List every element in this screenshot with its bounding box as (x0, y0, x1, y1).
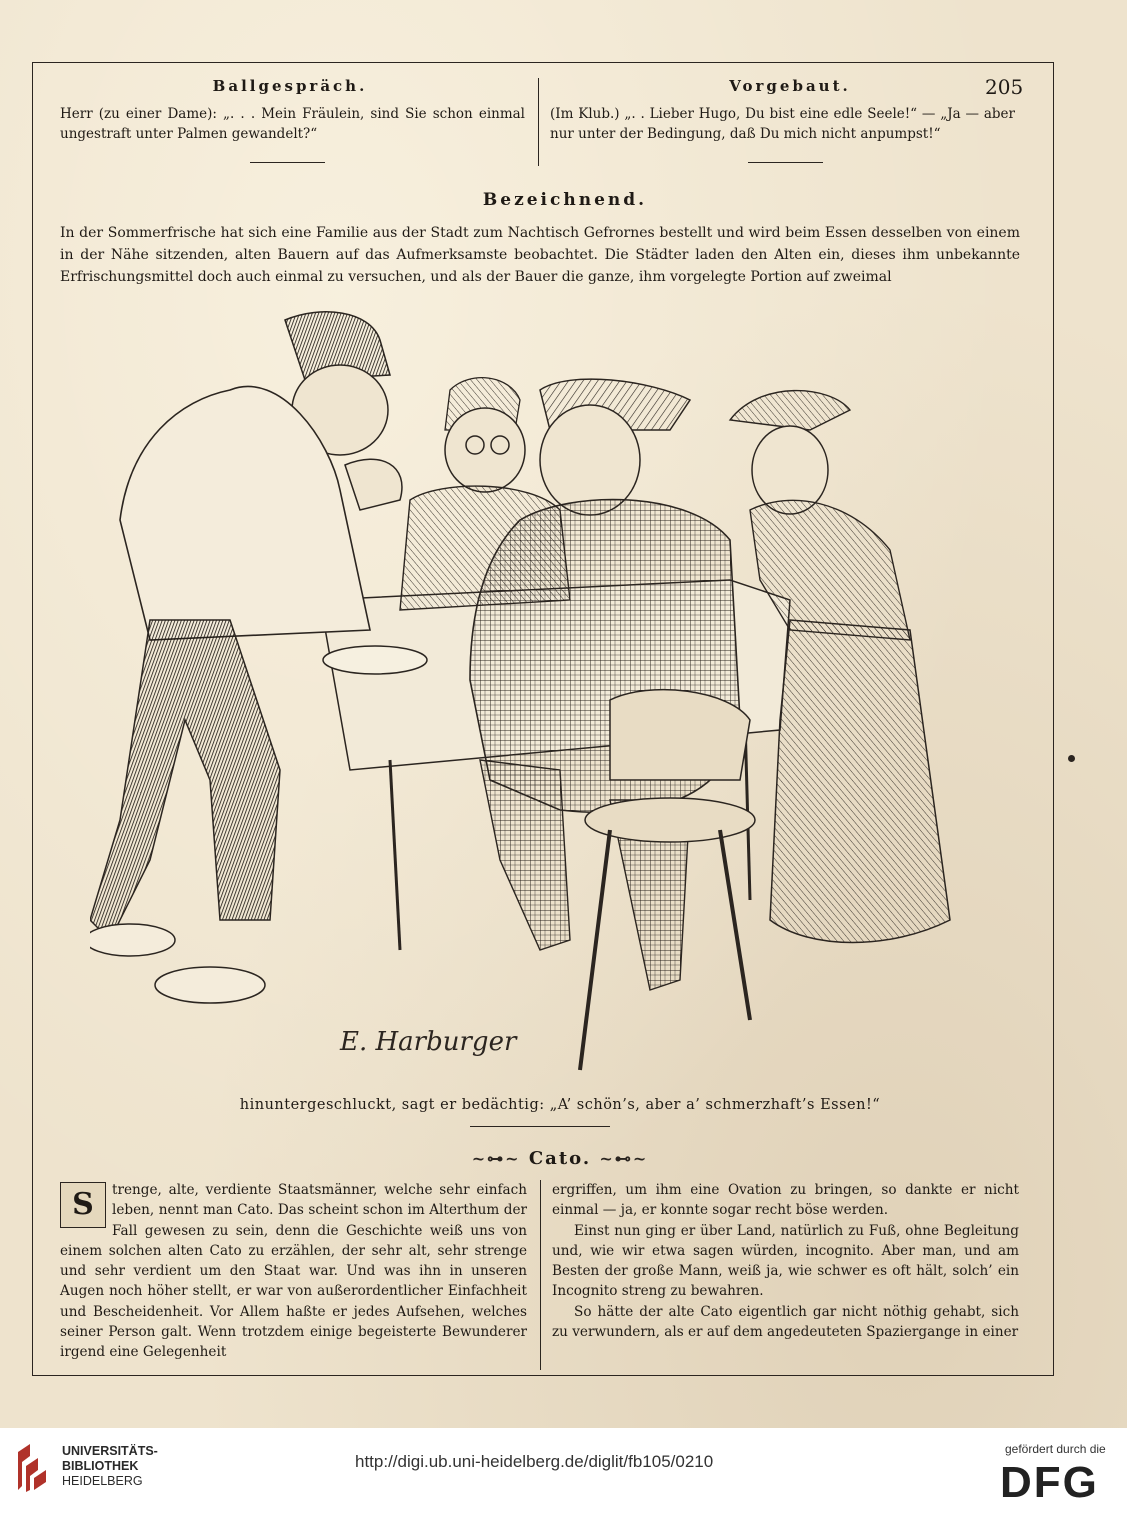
column-divider-bottom (540, 1180, 541, 1370)
bezeichnend-title: Bezeichnend. (482, 190, 648, 210)
university-library-name[interactable] (62, 1444, 158, 1489)
cato-left-column (60, 1180, 527, 1363)
left-flourish-icon: ~⊶~ (471, 1149, 521, 1168)
page-number: 205 (985, 75, 1024, 99)
library-line-1: UNIVERSITÄTS- (62, 1444, 158, 1458)
cato-right-paragraph-2: Einst nun ging er über Land, natürlich zu Fuß, ohne Begleitung und, wie wir etwa sagen würden, incognito. Aber man, und am Besten der große Mann, weiß ja, wie schwer es oft hält, solch’ ein Incognito streng zu bewahren. (552, 1222, 1019, 1300)
illustration-caption: hinuntergeschluckt, sagt er bedächtig: „A’ schön’s, aber a’ schmerzhaft’s Essen!“ (239, 1097, 881, 1113)
cato-dropcap: S (60, 1182, 106, 1228)
chair-back (610, 690, 750, 780)
ballgespraech-text: Herr (zu einer Dame): „. . . Mein Fräulein, sind Sie schon einmal ungestraft unter Palmen gewandelt?“ (60, 106, 525, 142)
cato-title: Cato. (528, 1148, 592, 1169)
cato-right-paragraph-3: So hätte der alte Cato eigentlich gar nicht nöthig gehabt, sich zu verwundern, als er auf dem angedeuteten Spaziergange in einer (552, 1303, 1019, 1341)
bezeichnend-text: In der Sommerfrische hat sich eine Familie aus der Stadt zum Nachtisch Gefrornes bestellt und wird beim Essen desselben von einem in der Nähe sitzenden, alten Bauern auf das Aufmerksamste beobachtet. Die Städter laden den Alten ein, dieses ihm unbekannte Erfrischungsmittel doch auch einmal zu versuchen, und als der Bauer die ganze, ihm vorgelegte Portion auf zweimal (60, 225, 1020, 285)
cato-right-column (552, 1180, 1019, 1342)
cato-title-block (430, 1148, 690, 1169)
farmer-trousers (90, 620, 280, 940)
vorgebaut-text: (Im Klub.) „. . Lieber Hugo, Du bist eine edle Seele!“ — „Ja — aber nur unter der Bedingung, daß Du mich nicht anpumpst!“ (550, 106, 1015, 142)
farmer-hand (345, 459, 402, 510)
funded-by-label: gefördert durch die (1005, 1442, 1106, 1456)
university-library-logo-icon[interactable] (14, 1442, 52, 1492)
library-line-2: BIBLIOTHEK (62, 1459, 139, 1473)
dfg-logo[interactable]: DFG (1000, 1458, 1099, 1507)
farmer-shoe (90, 924, 175, 956)
ballgespraech-rule (250, 162, 325, 163)
vorgebaut-title: Vorgebaut. (729, 77, 851, 95)
man-back-view (470, 379, 755, 1070)
artist-signature: E. Harburger (340, 1027, 517, 1057)
vorgebaut-rule (748, 162, 823, 163)
farmer-figure (90, 312, 427, 1003)
column-divider-top (538, 78, 539, 166)
margin-dot (1068, 755, 1075, 762)
cato-right-paragraph-1: ergriffen, um ihm eine Ovation zu bringen, so dankte er nicht einmal — ja, er konnte sogar recht böse werden. (552, 1182, 1019, 1219)
right-flourish-icon: ~⊷~ (599, 1149, 649, 1168)
plate (323, 646, 427, 674)
library-line-3: HEIDELBERG (62, 1474, 143, 1488)
caption-rule (470, 1126, 610, 1127)
ballgespraech-title: Ballgespräch. (212, 77, 368, 95)
table-leg (390, 760, 400, 950)
illustration-farmer-eating-ice-cream (90, 300, 1030, 1080)
farmer-shoe (155, 967, 265, 1003)
digital-library-url-link[interactable]: http://digi.ub.uni-heidelberg.de/diglit/fb105/0210 (355, 1452, 714, 1471)
cato-left-text: trenge, alte, verdiente Staatsmänner, welche sehr einfach leben, nennt man Cato. Das scheint schon im Alterthum der Fall gewesen zu sein, denn die Geschichte weiß uns von einem solchen alten Cato zu erzählen, der sehr alt, sehr strenge und sehr verdient um den Staat war. Und was ihn in unseren Augen noch höher stellt, er war von außerordentlicher Einfachheit und Bescheidenheit. Vor Allem haßte er jedes Aufsehen, welches seiner Person galt. Wenn trotzdem einige begeisterte Bewunderer irgend eine Gelegenheit (60, 1182, 527, 1361)
